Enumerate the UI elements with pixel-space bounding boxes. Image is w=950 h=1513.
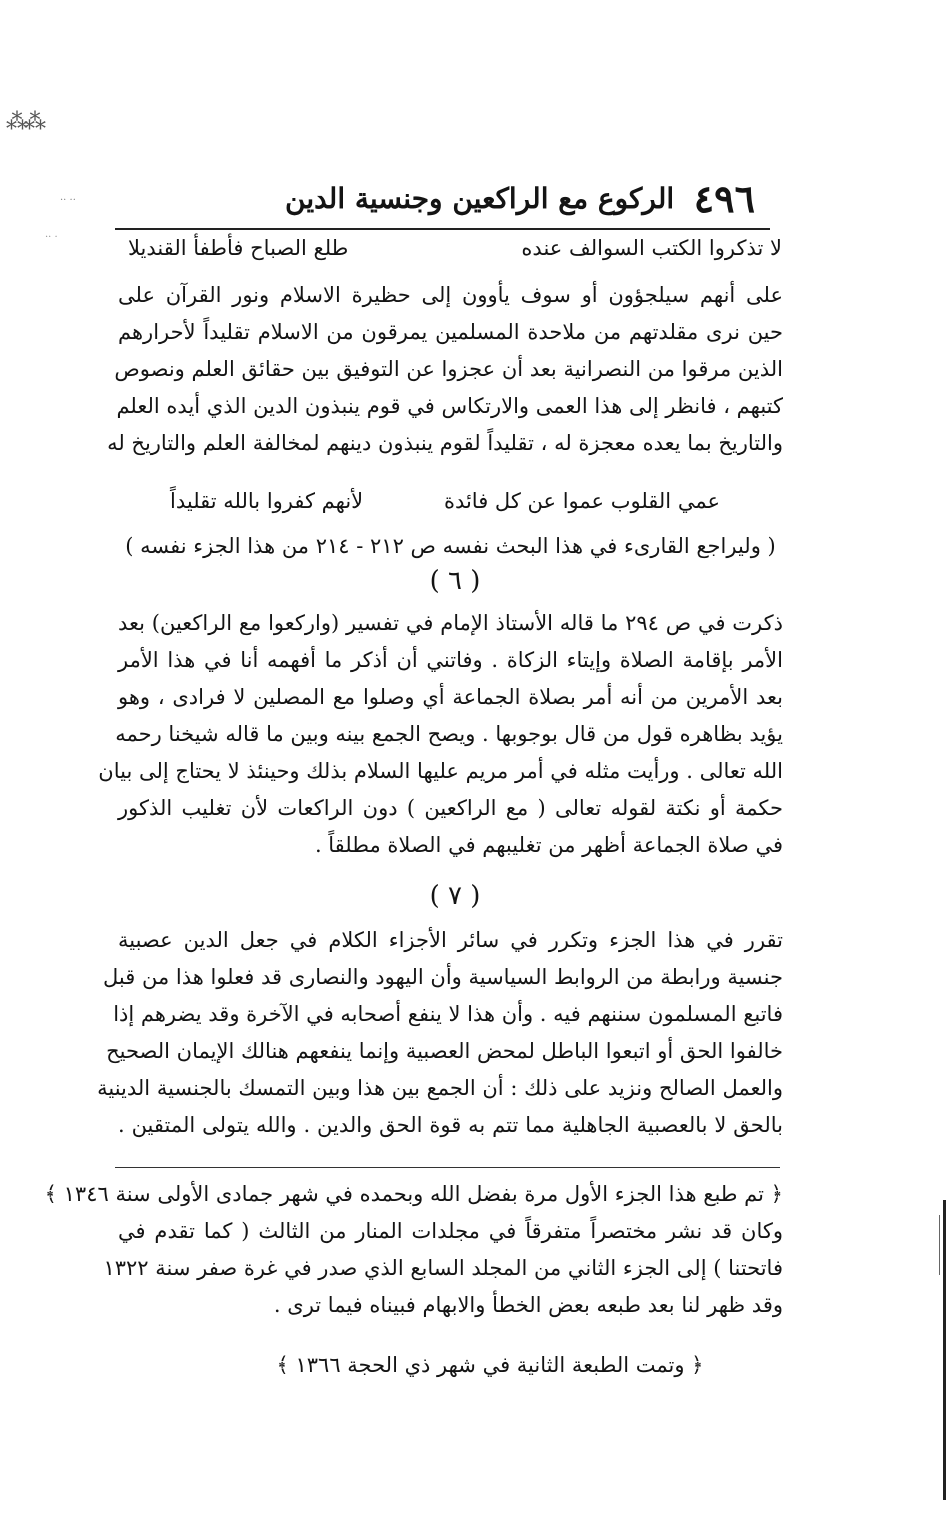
page-number: ٤٩٦ [693, 176, 755, 221]
scan-smudge: ·· ·· [60, 195, 76, 206]
text-line: في صلاة الجماعة أظهر من تغليبهم في الصلاة مطلقاً . [314, 833, 783, 857]
paragraph-block-1 [107, 277, 783, 462]
running-header [275, 176, 765, 226]
section-number: ( ٧ ) [429, 881, 481, 911]
text-line: والعمل الصالح ونزيد على ذلك : أن الجمع بين هذا وبين التمسك بالجنسية الدينية [97, 1076, 783, 1100]
text-line: كتبهم ، فانظر إلى هذا العمى والارتكاس في قوم ينبذون الدين الذي أيده العلم [116, 394, 783, 418]
scan-smudge: ·· · [45, 232, 58, 243]
text-line: تقرر في هذا الجزء وتكرر في سائر الأجزاء الكلام في جعل الدين عصبية [118, 928, 783, 952]
text-line: وكان قد نشر مختصراً متفرقاً في مجلدات المنار من الثالث ( كما تقدم في [118, 1219, 783, 1243]
text-line: الذين مرقوا من النصرانية بعد أن عجزوا عن التوفيق بين حقائق العلم ونصوص [114, 357, 783, 381]
section-7-text [97, 922, 783, 1144]
colophon [44, 1176, 783, 1324]
scan-edge-shadow [939, 1215, 940, 1275]
header-title: الركوع مع الراكعين وجنسية الدين [285, 182, 675, 215]
section-6-text [98, 605, 783, 864]
text-line: جنسية ورابطة من الروابط السياسية وأن اليهود والنصارى قد فعلوا هذا من قبل [103, 965, 783, 989]
text-line: ( وليراجع القارىء في هذا البحث نفسه ص ٢١٢ - ٢١٤ من هذا الجزء نفسه ) [125, 534, 776, 558]
text-line: فاتبع المسلمون سننهم فيه . وأن هذا لا ينفع أصحابه في الآخرة وقد يضرهم إذا [113, 1002, 783, 1026]
text-line: وقد ظهر لنا بعد طبعه بعض الخطأ والابهام فبيناه فيما ترى . [273, 1293, 783, 1317]
text-line: ذكرت في ص ٢٩٤ ما قاله الأستاذ الإمام في تفسير (واركعوا مع الراكعين) بعد [118, 611, 783, 635]
text-line: ﴿ تم طبع هذا الجزء الأول مرة بفضل الله وبحمده في شهر جمادى الأولى سنة ١٣٤٦ ﴾ [44, 1182, 783, 1206]
verse-hemistich: طلع الصباح فأطفأ القنديلا [128, 236, 349, 260]
scan-edge-shadow [943, 1200, 946, 1500]
text-line: على أنهم سيلجؤون أو سوف يأوون إلى حظيرة الاسلام ونور القرآن على [118, 283, 783, 307]
text-line: بالحق لا بالعصبية الجاهلية مما تتم به قوة الحق والدين . والله يتولى المتقين . [118, 1113, 783, 1137]
scan-smudge: ⁂⁂ [6, 110, 42, 135]
text-line: فاتحتنا ) إلى الجزء الثاني من المجلد السابع الذي صدر في غرة صفر سنة ١٣٢٢ [103, 1256, 783, 1280]
header-rule [115, 228, 770, 230]
text-line: الأمر بإقامة الصلاة وإيتاء الزكاة . وفاتني أن أذكر ما أفهمه أنا في هذا الأمر [118, 648, 783, 672]
reference-note [118, 528, 783, 565]
verse-hemistich: عمي القلوب عموا عن كل فائدة [443, 489, 720, 513]
text-line: والتاريخ بما يعده معجزة له ، تقليداً لقوم ينبذون دينهم لمخالفة العلم والتاريخ له [107, 431, 783, 455]
text-line: خالفوا الحق أو اتبعوا الباطل لمحض العصبية وإنما ينفعهم هنالك الإيمان الصحيح [106, 1039, 783, 1063]
text-line: الله تعالى . ورأيت مثله في أمر مريم عليها السلام بذلك وحينئذ لا يحتاج إلى بيان [98, 759, 783, 783]
section-number: ( ٦ ) [429, 566, 481, 596]
text-line: حين نرى مقلدتهم من ملاحدة المسلمين يمرقون من الاسلام تقليداً لأحرارهم [118, 320, 783, 344]
second-edition-note: ﴿ وتمت الطبعة الثانية في شهر ذي الحجة ١٣٦٦ ﴾ [276, 1353, 704, 1377]
text-line: يؤيد بظاهره قول من قال بوجوبها . ويصح الجمع بينه وبين ما قاله شيخنا رحمه [115, 722, 783, 746]
footer-rule [115, 1167, 780, 1168]
text-line: بعد الأمرين من أنه أمر بصلاة الجماعة أي وصلوا مع المصلين لا فرادى ، وهو [118, 685, 783, 709]
verse-hemistich: لا تذكروا الكتب السوالف عنده [521, 236, 782, 260]
verse-hemistich: لأنهم كفروا بالله تقليداً [170, 489, 364, 513]
text-line: حكمة أو نكتة لقوله تعالى ( مع الراكعين ) دون الراكعات لأن تغليب الذكور [118, 796, 783, 820]
